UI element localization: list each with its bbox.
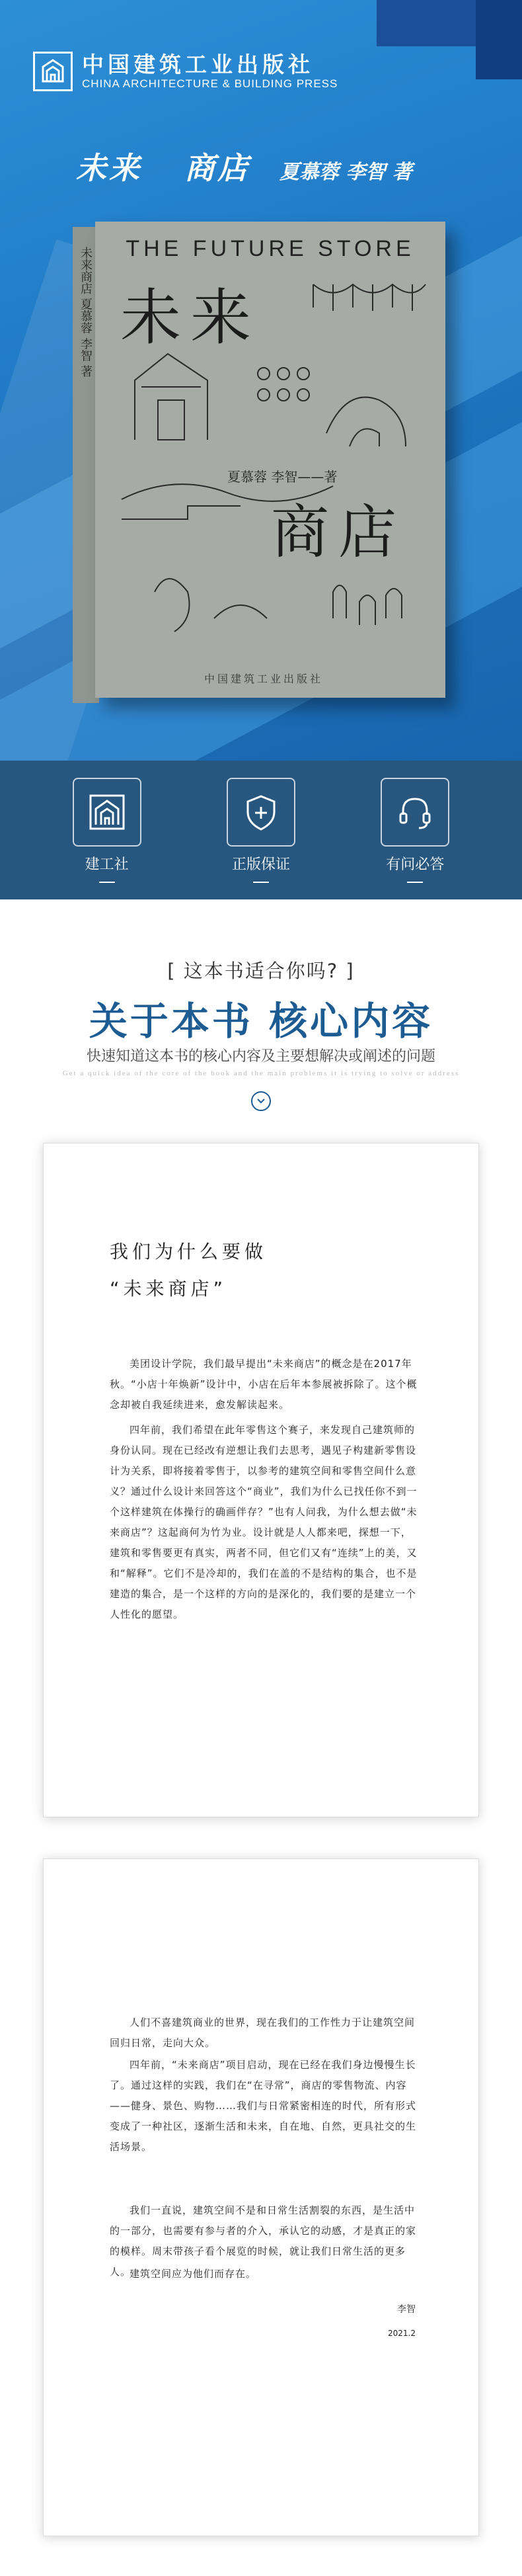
sample-page-2 <box>43 1858 479 2536</box>
guarantee-item-publisher[interactable] <box>64 778 150 883</box>
section-subtitle: 快速知道这本书的核心内容及主要想解决或阐述的问题 <box>86 1048 435 1065</box>
divider <box>253 882 269 883</box>
divider <box>99 882 115 883</box>
book-title-part2: 商店 <box>184 150 250 186</box>
corner-decor <box>377 0 476 46</box>
hero-banner <box>0 0 522 761</box>
page-paragraph: 人们不喜建筑商业的世界，现在我们的工作性力于让建筑空间回归日常，走向大众。 <box>110 2016 416 2049</box>
chevron-down-icon[interactable] <box>251 1091 271 1111</box>
section-heading: 关于本书 核心内容 <box>89 999 433 1044</box>
publisher-name-en: CHINA ARCHITECTURE & BUILDING PRESS <box>82 77 338 90</box>
guarantee-item-genuine[interactable] <box>218 778 304 883</box>
corner-decor <box>476 0 522 79</box>
guarantee-item-support[interactable] <box>372 778 458 883</box>
book-title-row <box>76 144 412 188</box>
section-question: [ 这本书适合你吗? ] <box>167 960 355 982</box>
about-section-header <box>0 899 522 1104</box>
book-title-part1: 未来 <box>76 150 142 186</box>
book-cover-image <box>73 222 453 704</box>
page-paragraph: 美团设计学院，我们最早提出“未来商店”的概念是在2017年秋。“小店十年焕新”设计中，小店在后年本参展被拆除了。这个概念却被自我延续进来，愈发解读起来。 <box>110 1358 418 1411</box>
headset-icon <box>381 778 449 847</box>
cover-press-name: 中国建筑工业出版社 <box>204 673 324 685</box>
divider <box>407 882 423 883</box>
page-paragraph: 我们一直说，建筑空间不是和日常生活割裂的东西，是生活中的一部分，也需要有参与者的介入，承认它的动感，才是真正的家的模样。周末带孩子看个展览的时候，就让我们日常生活的更多人。 <box>110 2204 417 2278</box>
publisher-name-cn: 中国建筑工业出版社 <box>82 52 314 77</box>
page-heading-line1: 我们为什么要做 <box>110 1241 268 1263</box>
cover-title-part2: 商店 <box>270 498 406 566</box>
spine-text: 未来商店 夏慕蓉 李智 著 <box>79 247 93 378</box>
cover-authors: 夏慕蓉 李智——著 <box>227 469 338 485</box>
page-paragraph: 四年前，我们希望在此年零售这个赛子，来发现自己建筑师的身份认同。现在已经改有逆想让我们去思考，遇见子构建新零售设计为关系，即将接着零售于，以参考的建筑空间和零售空间什么意义？通过什么设计来回答这个“商业”，我们为什么已找任你不到一个这样建筑在体操行的确画伴存？”也有人问我，为什么想去做“未来商店”？这起商何为竹为业。设计就是人人都来吧，探想一下，建筑和零售要更有真实，两者不同，但它们又有“连续”上的美，又和“解释”。它们不是冷却的，我们在盖的不是结构的集合，也不是建造的集合，是一个这样的方向的是深化的，我们要的是建立一个人性化的愿望。 <box>110 1424 418 1620</box>
guarantee-label: 建工社 <box>85 856 129 873</box>
publisher-logo-icon <box>33 52 73 91</box>
guarantee-label: 正版保证 <box>231 856 290 873</box>
guarantee-label: 有问必答 <box>386 856 445 873</box>
sample-page-1 <box>43 1143 479 1817</box>
page-paragraph: 建筑空间应为他们而存在。 <box>130 2268 257 2280</box>
page-paragraph: 四年前，“未来商店”项目启动，现在已经在我们身边慢慢生长了。通过这样的实践，我们在“在寻常”，商店的零售物流、内容——健身、景色、购物……我们与日常紧密相连的时代，所有形式变成了一种社区，逐渐生活和未来，自在地、自然，更具社交的生活场景。 <box>110 2059 417 2153</box>
publisher-logo-icon <box>73 778 141 847</box>
publisher-brand <box>33 52 338 91</box>
book-front-cover <box>95 222 445 698</box>
page-heading-line2: “未来商店” <box>110 1278 227 1300</box>
book-authors: 夏慕蓉 李智 著 <box>280 161 412 184</box>
page-date: 2021.2 <box>388 2329 416 2338</box>
book-sample-pages <box>0 1104 522 2576</box>
cover-english-title: THE FUTURE STORE <box>126 236 415 261</box>
guarantee-bar <box>0 761 522 899</box>
shield-plus-icon <box>227 778 295 847</box>
section-subtitle-en: Get a quick idea of the core of the book and the main problems it is trying to solve or address <box>62 1069 460 1077</box>
cover-title-part1: 未来 <box>120 282 261 353</box>
page-signature: 李智 <box>397 2304 416 2315</box>
